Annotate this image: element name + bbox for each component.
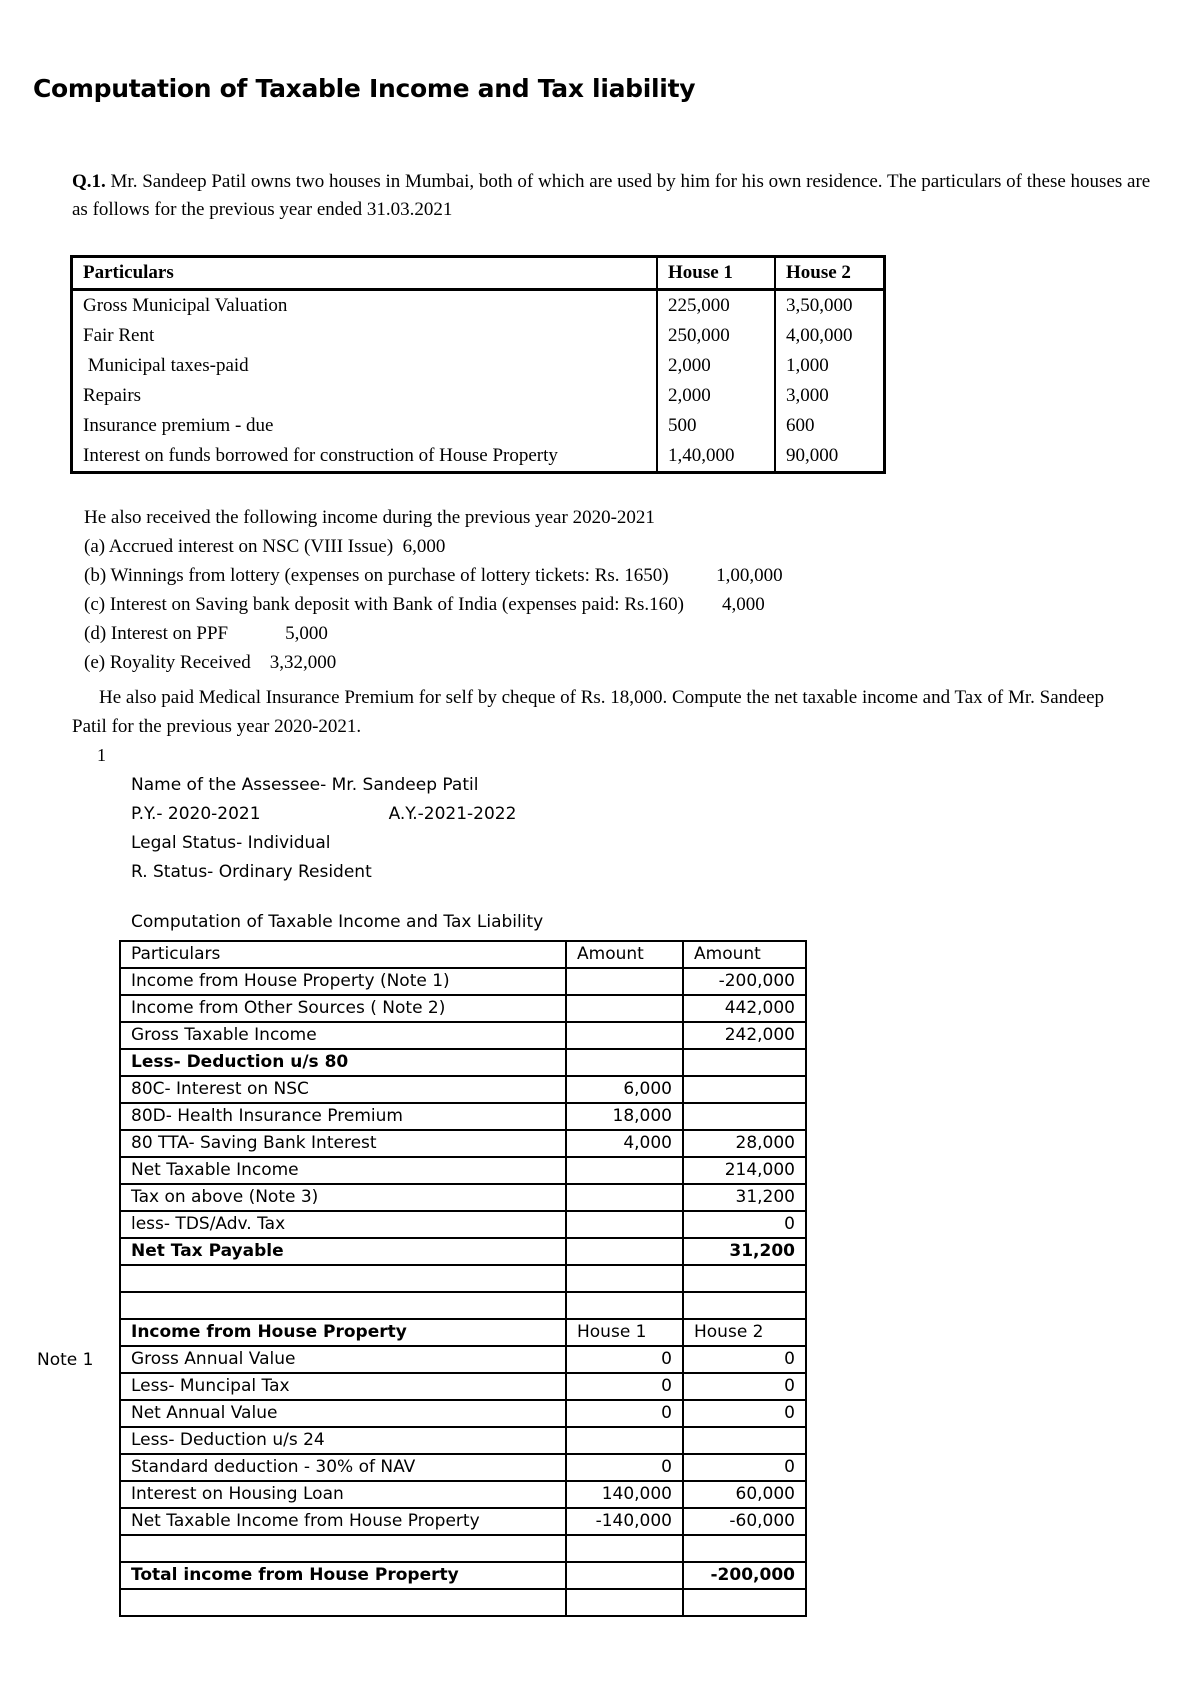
row-label: Tax on above (Note 3)	[120, 1184, 566, 1211]
house-2-value	[683, 1427, 806, 1454]
page-number: 1	[97, 745, 106, 765]
table-header-row	[72, 257, 885, 290]
table-row	[120, 1373, 806, 1400]
row-label: Net Annual Value	[120, 1400, 566, 1427]
amount-cell: 242,000	[683, 1022, 806, 1049]
amount-cell	[566, 1022, 683, 1049]
house-1-value: 2,000	[657, 351, 775, 381]
table-row	[120, 1292, 806, 1319]
table-row	[120, 1589, 806, 1616]
table-row	[120, 995, 806, 1022]
amount-cell: 31,200	[683, 1184, 806, 1211]
total-value: -200,000	[683, 1562, 806, 1589]
question-text: Mr. Sandeep Patil owns two houses in Mumbai, both of which are used by him for his own residence. The particulars of these houses are as follows for the previous year ended 31.03.2021	[72, 171, 1151, 220]
header-particulars: Particulars	[72, 257, 658, 290]
header-amount: Amount	[566, 941, 683, 968]
table-row	[72, 351, 885, 381]
amount-cell: 0	[683, 1211, 806, 1238]
table-row	[120, 1535, 806, 1562]
house-1-value: 500	[657, 411, 775, 441]
other-income-list	[84, 503, 1164, 677]
amount-cell	[566, 1211, 683, 1238]
house-2-value: 0	[683, 1346, 806, 1373]
house-1-value	[566, 1535, 683, 1562]
table-row	[72, 290, 885, 322]
other-income-intro: He also received the following income during the previous year 2020-2021	[84, 507, 655, 528]
house-1-value	[566, 1562, 683, 1589]
house-1-value: 225,000	[657, 290, 775, 322]
question-paragraph	[72, 168, 1152, 224]
table-row	[120, 1022, 806, 1049]
list-item: (e) Royality Received 3,32,000	[84, 652, 337, 673]
house-2-value: 90,000	[775, 441, 885, 473]
header-house-2: House 2	[683, 1319, 806, 1346]
amount-cell	[566, 1184, 683, 1211]
header-house-1: House 1	[566, 1319, 683, 1346]
residential-status: R. Status- Ordinary Resident	[131, 862, 372, 882]
table-row	[120, 1400, 806, 1427]
row-label: Interest on funds borrowed for construction of House Property	[83, 445, 558, 466]
amount-cell	[683, 1076, 806, 1103]
amount-cell	[683, 1049, 806, 1076]
note-1-label: Note 1	[37, 1350, 94, 1370]
row-label: less- TDS/Adv. Tax	[120, 1211, 566, 1238]
closing-paragraph: He also paid Medical Insurance Premium for self by cheque of Rs. 18,000. Compute the net taxable income and Tax of Mr. Sandeep Patil for the previous year 2020-2021.	[72, 687, 1105, 737]
table-header-row	[120, 941, 806, 968]
table-row	[72, 321, 885, 351]
row-label: Net Taxable Income	[120, 1157, 566, 1184]
amount-cell	[566, 968, 683, 995]
previous-year: P.Y.- 2020-2021	[131, 804, 261, 824]
row-label: 80C- Interest on NSC	[120, 1076, 566, 1103]
house-1-value: 140,000	[566, 1481, 683, 1508]
row-label	[120, 1589, 566, 1616]
table-row	[120, 1508, 806, 1535]
house-1-value	[566, 1589, 683, 1616]
row-label: Total income from House Property	[120, 1562, 566, 1589]
row-label: Gross Municipal Valuation	[83, 295, 288, 316]
table-row	[72, 381, 885, 411]
row-label: Less- Deduction u/s 24	[120, 1427, 566, 1454]
house-1-value: 0	[566, 1454, 683, 1481]
amount-cell: 4,000	[566, 1130, 683, 1157]
row-label	[120, 1265, 566, 1292]
table-row	[120, 1562, 806, 1589]
amount-cell	[683, 1103, 806, 1130]
row-label: Net Tax Payable	[120, 1238, 566, 1265]
house-1-value: 1,40,000	[657, 441, 775, 473]
house-2-value: 4,00,000	[775, 321, 885, 351]
amount-cell	[566, 1238, 683, 1265]
note-1-header-row	[120, 1319, 806, 1346]
row-label	[120, 1535, 566, 1562]
legal-status: Legal Status- Individual	[131, 833, 331, 853]
list-item: (c) Interest on Saving bank deposit with Bank of India (expenses paid: Rs.160) 4,000	[84, 594, 765, 615]
house-1-value	[566, 1427, 683, 1454]
table-row	[72, 441, 885, 473]
assessee-details	[131, 771, 516, 887]
page-title: Computation of Taxable Income and Tax liability	[33, 74, 696, 103]
table-row	[120, 1049, 806, 1076]
house-2-value: 0	[683, 1400, 806, 1427]
row-label: Gross Taxable Income	[120, 1022, 566, 1049]
row-label: Less- Deduction u/s 80	[120, 1049, 566, 1076]
row-label: Income from Other Sources ( Note 2)	[120, 995, 566, 1022]
table-row	[120, 1211, 806, 1238]
amount-cell: 18,000	[566, 1103, 683, 1130]
house-1-value: -140,000	[566, 1508, 683, 1535]
table-row	[120, 1427, 806, 1454]
table-row	[120, 1346, 806, 1373]
house-2-value: 0	[683, 1454, 806, 1481]
table-row	[120, 1238, 806, 1265]
house-1-value: 2,000	[657, 381, 775, 411]
row-label: Repairs	[83, 385, 142, 406]
row-label: Fair Rent	[83, 325, 155, 346]
table-row	[120, 1157, 806, 1184]
row-label: Standard deduction - 30% of NAV	[120, 1454, 566, 1481]
amount-cell: 31,200	[683, 1238, 806, 1265]
computation-table	[119, 940, 807, 1617]
amount-cell: 214,000	[683, 1157, 806, 1184]
house-2-value: 600	[775, 411, 885, 441]
amount-cell	[566, 1157, 683, 1184]
table-row	[120, 1481, 806, 1508]
amount-cell: 442,000	[683, 995, 806, 1022]
house-2-value: 60,000	[683, 1481, 806, 1508]
amount-cell: 6,000	[566, 1076, 683, 1103]
header-amount: Amount	[683, 941, 806, 968]
house-1-value: 0	[566, 1373, 683, 1400]
table-row	[120, 1103, 806, 1130]
row-label: Insurance premium - due	[83, 415, 274, 436]
amount-cell: -200,000	[683, 968, 806, 995]
amount-cell	[566, 995, 683, 1022]
house-1-value: 250,000	[657, 321, 775, 351]
table-row	[120, 1265, 806, 1292]
table-row	[120, 1076, 806, 1103]
table-row	[120, 968, 806, 995]
list-item: (b) Winnings from lottery (expenses on purchase of lottery tickets: Rs. 1650) 1,00,000	[84, 565, 783, 586]
computation-caption: Computation of Taxable Income and Tax Liability	[131, 912, 544, 932]
row-label: Municipal taxes-paid	[83, 355, 249, 376]
house-2-value: 3,50,000	[775, 290, 885, 322]
house-2-value: 3,000	[775, 381, 885, 411]
header-house-1: House 1	[657, 257, 775, 290]
amount-cell	[566, 1265, 683, 1292]
house-2-value: -60,000	[683, 1508, 806, 1535]
amount-cell	[566, 1292, 683, 1319]
row-label: 80D- Health Insurance Premium	[120, 1103, 566, 1130]
assessment-year: A.Y.-2021-2022	[388, 804, 517, 824]
table-row	[120, 1130, 806, 1157]
amount-cell	[683, 1265, 806, 1292]
amount-cell	[566, 1049, 683, 1076]
house-2-value: 0	[683, 1373, 806, 1400]
row-label: Net Taxable Income from House Property	[120, 1508, 566, 1535]
question-label: Q.1.	[72, 171, 106, 192]
row-label: Gross Annual Value	[120, 1346, 566, 1373]
house-2-value	[683, 1535, 806, 1562]
table-row	[120, 1454, 806, 1481]
assessee-years	[131, 800, 516, 829]
header-particulars: Particulars	[120, 941, 566, 968]
row-label	[120, 1292, 566, 1319]
row-label: Less- Muncipal Tax	[120, 1373, 566, 1400]
row-label: 80 TTA- Saving Bank Interest	[120, 1130, 566, 1157]
amount-cell: 28,000	[683, 1130, 806, 1157]
houses-particulars-table	[70, 255, 886, 474]
note-1-title: Income from House Property	[120, 1319, 566, 1346]
house-2-value	[683, 1589, 806, 1616]
list-item: (a) Accrued interest on NSC (VIII Issue) 6,000	[84, 536, 446, 557]
house-1-value: 0	[566, 1346, 683, 1373]
row-label: Interest on Housing Loan	[120, 1481, 566, 1508]
amount-cell	[683, 1292, 806, 1319]
assessee-name: Name of the Assessee- Mr. Sandeep Patil	[131, 775, 479, 795]
house-2-value: 1,000	[775, 351, 885, 381]
table-row	[72, 411, 885, 441]
list-item: (d) Interest on PPF 5,000	[84, 623, 328, 644]
house-1-value: 0	[566, 1400, 683, 1427]
table-row	[120, 1184, 806, 1211]
header-house-2: House 2	[775, 257, 885, 290]
row-label: Income from House Property (Note 1)	[120, 968, 566, 995]
